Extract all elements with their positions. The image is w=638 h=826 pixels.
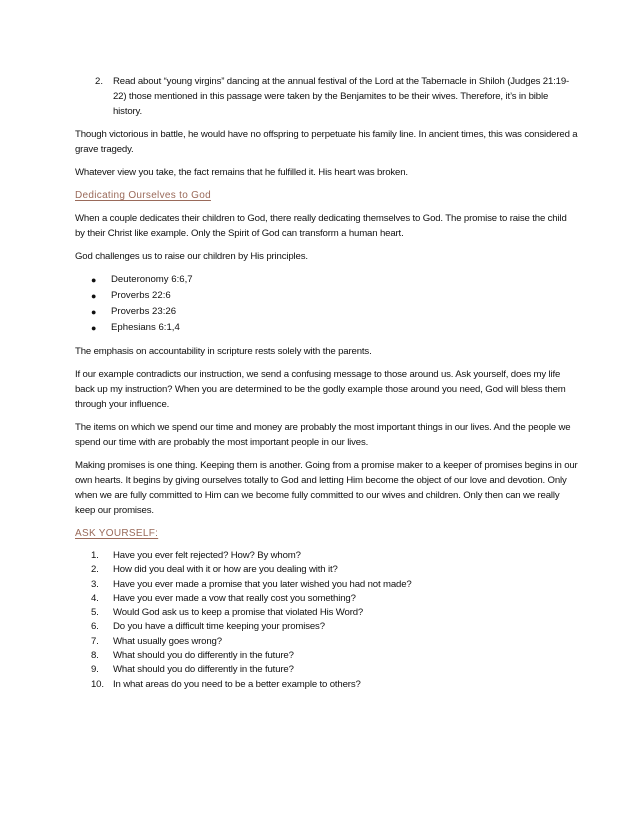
list-item bbox=[91, 272, 578, 288]
list-item: 10. In what areas do you need to be a better example to others? bbox=[91, 678, 361, 690]
paragraph-couple-dedicates: When a couple dedicates their children to God, there really dedicating themselves to God. The promise to raise the child by their Christ like example. Only the Spirit of God can transform a human heart. bbox=[75, 213, 567, 239]
list-item: 2. How did you deal with it or how are you dealing with it? bbox=[91, 564, 338, 576]
list-item: 5. Would God ask us to keep a promise that violated His Word? bbox=[91, 607, 364, 619]
paragraph-emphasis: The emphasis on accountability in scripture rests solely with the parents. bbox=[75, 346, 372, 357]
bullet-icon: ● bbox=[91, 291, 97, 301]
list-item: 6. Do you have a difficult time keeping your promises? bbox=[91, 621, 325, 633]
list-item: 9. What should you do differently in the future? bbox=[91, 664, 294, 676]
bullet-icon: ● bbox=[91, 307, 97, 317]
questions-list bbox=[75, 549, 578, 692]
scripture-ref: Proverbs 23:26 bbox=[111, 306, 177, 317]
section-heading-dedicating: Dedicating Ourselves to God bbox=[75, 190, 211, 201]
intro-item-number: 2. bbox=[95, 76, 104, 87]
intro-item-text: Read about “young virgins” dancing at the annual festival of the Lord at the Tabernacle in Shiloh (Judges 21:19-22) those mentioned in this passage were taken by the Benjamites to be their wives. Therefore, it’s in bible history. bbox=[113, 76, 570, 117]
list-item bbox=[91, 304, 578, 320]
list-item bbox=[91, 288, 578, 304]
paragraph-items-time-money: The items on which we spend our time and money are probably the most important things in our lives. And the people we spend our time with are probably the most important people in our lives. bbox=[75, 422, 571, 448]
list-item: 4. Have you ever made a vow that really cost you something? bbox=[91, 592, 356, 604]
list-item: 8. What should you do differently in the future? bbox=[91, 650, 294, 662]
list-item: 3. Have you ever made a promise that you later wished you had not made? bbox=[91, 578, 412, 590]
scripture-bullet-list bbox=[75, 272, 578, 336]
paragraph-making-promises: Making promises is one thing. Keeping them is another. Going from a promise maker to a keeper of promises begins in our own hearts. It begins by giving ourselves totally to God and letting Him become the object of our love and devotion. Only when we are fully committed to Him can we become fully committed to our wives and children. Only then can we really keep our promises. bbox=[75, 460, 578, 516]
intro-list-item bbox=[95, 74, 578, 119]
section-heading-ask-yourself: ASK YOURSELF: bbox=[75, 528, 159, 539]
scripture-ref: Ephesians 6:1,4 bbox=[111, 322, 180, 333]
bullet-icon: ● bbox=[91, 275, 97, 285]
paragraph-victorious: Though victorious in battle, he would have no offspring to perpetuate his family line. In ancient times, this was considered a grave tragedy. bbox=[75, 129, 578, 155]
list-item: 7. What usually goes wrong? bbox=[91, 635, 222, 647]
list-item: 1. Have you ever felt rejected? How? By whom? bbox=[91, 550, 301, 561]
paragraph-whatever-view: Whatever view you take, the fact remains that he fulfilled it. His heart was broken. bbox=[75, 167, 408, 178]
scripture-ref: Proverbs 22:6 bbox=[111, 290, 171, 301]
bullet-icon: ● bbox=[91, 323, 97, 333]
scripture-ref: Deuteronomy 6:6,7 bbox=[111, 274, 193, 285]
paragraph-god-challenges: God challenges us to raise our children by His principles. bbox=[75, 251, 308, 262]
paragraph-example-contradicts: If our example contradicts our instruction, we send a confusing message to those around us. Ask yourself, does my life back up my instruction? When you are determined to be the godly example those around you need, God will bless them through your influence. bbox=[75, 369, 566, 410]
list-item bbox=[91, 320, 578, 336]
